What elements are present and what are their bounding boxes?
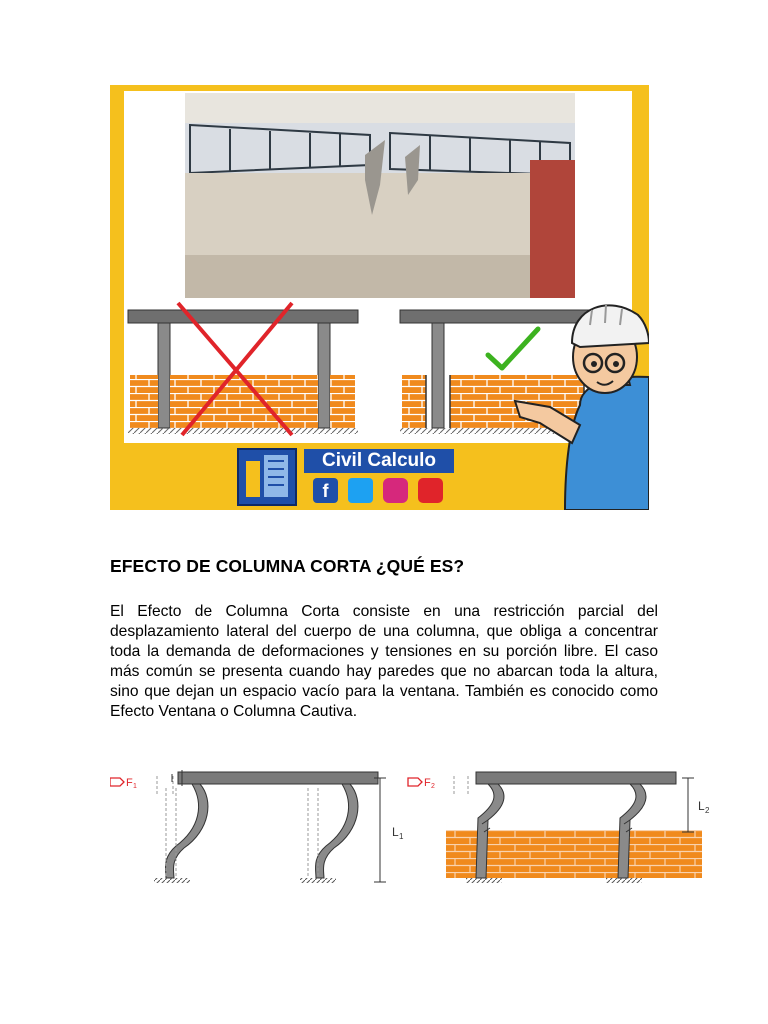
length-label-1: L [392, 825, 399, 839]
force-label-2: F [424, 777, 431, 789]
youtube-icon[interactable] [418, 478, 443, 503]
length-label-2: L [698, 799, 705, 813]
length-sub-1: 1 [399, 832, 404, 841]
twitter-icon[interactable] [348, 478, 373, 503]
article-paragraph: El Efecto de Columna Corta consiste en una restricción parcial del desplazamiento lateral del cuerpo de una columna, que obliga a concentrar toda la demanda de deformaciones y tensiones en su porción libre. El caso más común se presenta cuando hay paredes que no abarcan toda la altura, sino que dejan un espacio vacío para la ventana. También es conocido como Efecto Ventana o Columna Cautiva. [110, 603, 658, 720]
length-sub-2: 2 [705, 806, 710, 815]
force-label-1: F [126, 777, 133, 789]
long-column-case [110, 770, 386, 883]
force-sub-2: 2 [431, 783, 435, 790]
short-column-case [408, 772, 702, 883]
social-icons [313, 478, 443, 502]
brand-name: Civil Calculo [321, 450, 437, 471]
facebook-icon[interactable]: f [313, 478, 338, 503]
damaged-column-photo [185, 93, 575, 298]
article-title: EFECTO DE COLUMNA CORTA ¿QUÉ ES? [110, 556, 465, 576]
instagram-icon[interactable] [383, 478, 408, 503]
column-deformation-diagram [110, 760, 720, 890]
force-sub-1: 1 [133, 783, 137, 790]
infographic-banner [110, 85, 649, 510]
